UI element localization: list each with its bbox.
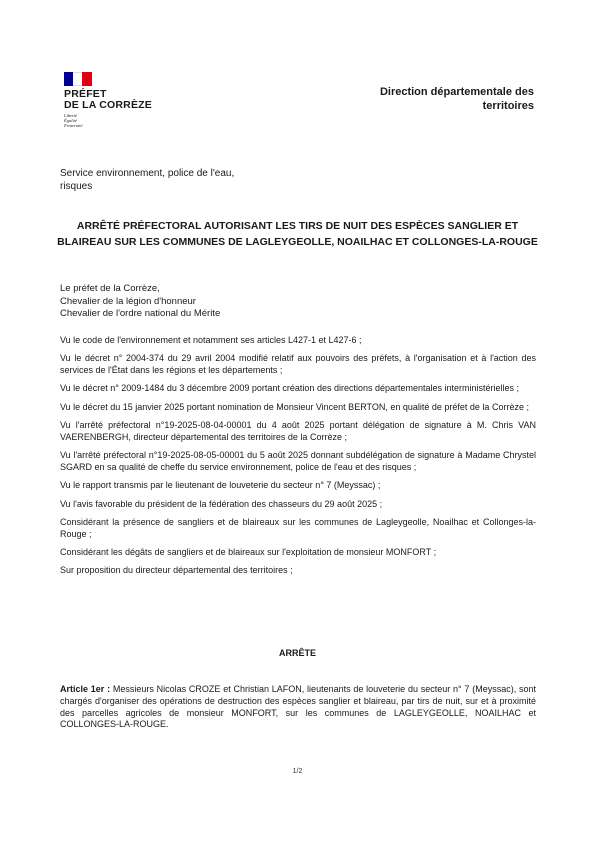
prefecture-logo	[64, 72, 184, 128]
issuing-service: Service environnement, police de l'eau, risques	[60, 168, 235, 192]
recital-paragraph: Vu le code de l'environnement et notamment ses articles L427-1 et L427-6 ;	[60, 335, 362, 345]
logo-line-department: DE LA CORRÈZE	[64, 99, 152, 111]
recital-paragraph: Vu l'arrêté préfectoral n°19-2025-08-05-00001 du 5 août 2025 donnant subdélégation de signature à Madame Chrystel SGARD en sa qualité de cheffe du service environnement, police de l'eau et des risques ;	[60, 450, 536, 472]
french-flag-icon	[64, 72, 92, 86]
document-title: ARRÊTÉ PRÉFECTORAL AUTORISANT LES TIRS DE NUIT DES ESPÈCES SANGLIER ET BLAIREAU SUR LES COMMUNES DE LAGLEYGEOLLE, NOAILHAC ET COLLONGES-LA-ROUGE	[57, 220, 538, 248]
recital-paragraph: Vu le décret n° 2004-374 du 29 avril 2004 modifié relatif aux pouvoirs des préfets, à l'organisation et à l'action des services de l'État dans les régions et les départements ;	[60, 353, 536, 375]
issuing-directorate: Direction départementale des territoires	[379, 86, 534, 112]
article-1-text: Messieurs Nicolas CROZE et Christian LAFON, lieutenants de louveterie du secteur n° 7 (Meyssac), sont chargés d'organiser des opérations de destruction des espèces sanglier et blaireau, par tirs de nuit, sur et à proximité des parcelles agricoles de monsieur MONFORT, sur les communes de LAGLEYGEOLLE, NOAILHAC et COLLONGES-LA-ROUGE.	[60, 684, 536, 730]
motto-egalite: Égalité	[64, 118, 77, 123]
article-1	[60, 684, 536, 731]
motto-liberte: Liberté	[64, 113, 77, 118]
recital-paragraph: Vu l'arrêté préfectoral n°19-2025-08-04-00001 du 4 août 2025 portant délégation de signature à M. Chris VAN VAERENBERGH, directeur départemental des territoires de la Corrèze ;	[60, 420, 536, 442]
recital-paragraph: Vu le rapport transmis par le lieutenant de louveterie du secteur n° 7 (Meyssac) ;	[60, 480, 381, 491]
article-1-label: Article 1er :	[60, 684, 111, 694]
recital-paragraph: Vu l'avis favorable du président de la fédération des chasseurs du 29 août 2025 ;	[60, 498, 383, 509]
recital-paragraph: Vu le décret du 15 janvier 2025 portant nomination de Monsieur Vincent BERTON, en qualité de préfet de la Corrèze ;	[60, 401, 529, 412]
recital-paragraph: Sur proposition du directeur départemental des territoires ;	[60, 565, 293, 576]
decision-heading: ARRÊTE	[278, 648, 316, 658]
logo-line-prefet: PRÉFET	[64, 88, 107, 100]
legal-recitals	[60, 335, 536, 584]
prefect-line: Chevalier de la légion d'honneur	[60, 295, 196, 307]
republic-motto	[64, 113, 184, 128]
prefect-line: Chevalier de l'ordre national du Mérite	[60, 308, 221, 319]
recital-paragraph: Considérant la présence de sangliers et de blaireaux sur les communes de Lagleygeolle, Noailhac et Collonges-la-Rouge ;	[60, 516, 536, 539]
recital-paragraph: Vu le décret n° 2009-1484 du 3 décembre 2009 portant création des directions départementales interministérielles ;	[60, 383, 520, 394]
recital-paragraph: Considérant les dégâts de sangliers et de blaireaux sur l'exploitation de monsieur MONFORT ;	[60, 546, 437, 557]
page-number: 1/2	[292, 768, 303, 775]
prefect-block	[60, 283, 220, 321]
motto-fraternite: Fraternité	[64, 123, 83, 128]
prefect-line: Le préfet de la Corrèze,	[60, 283, 160, 294]
